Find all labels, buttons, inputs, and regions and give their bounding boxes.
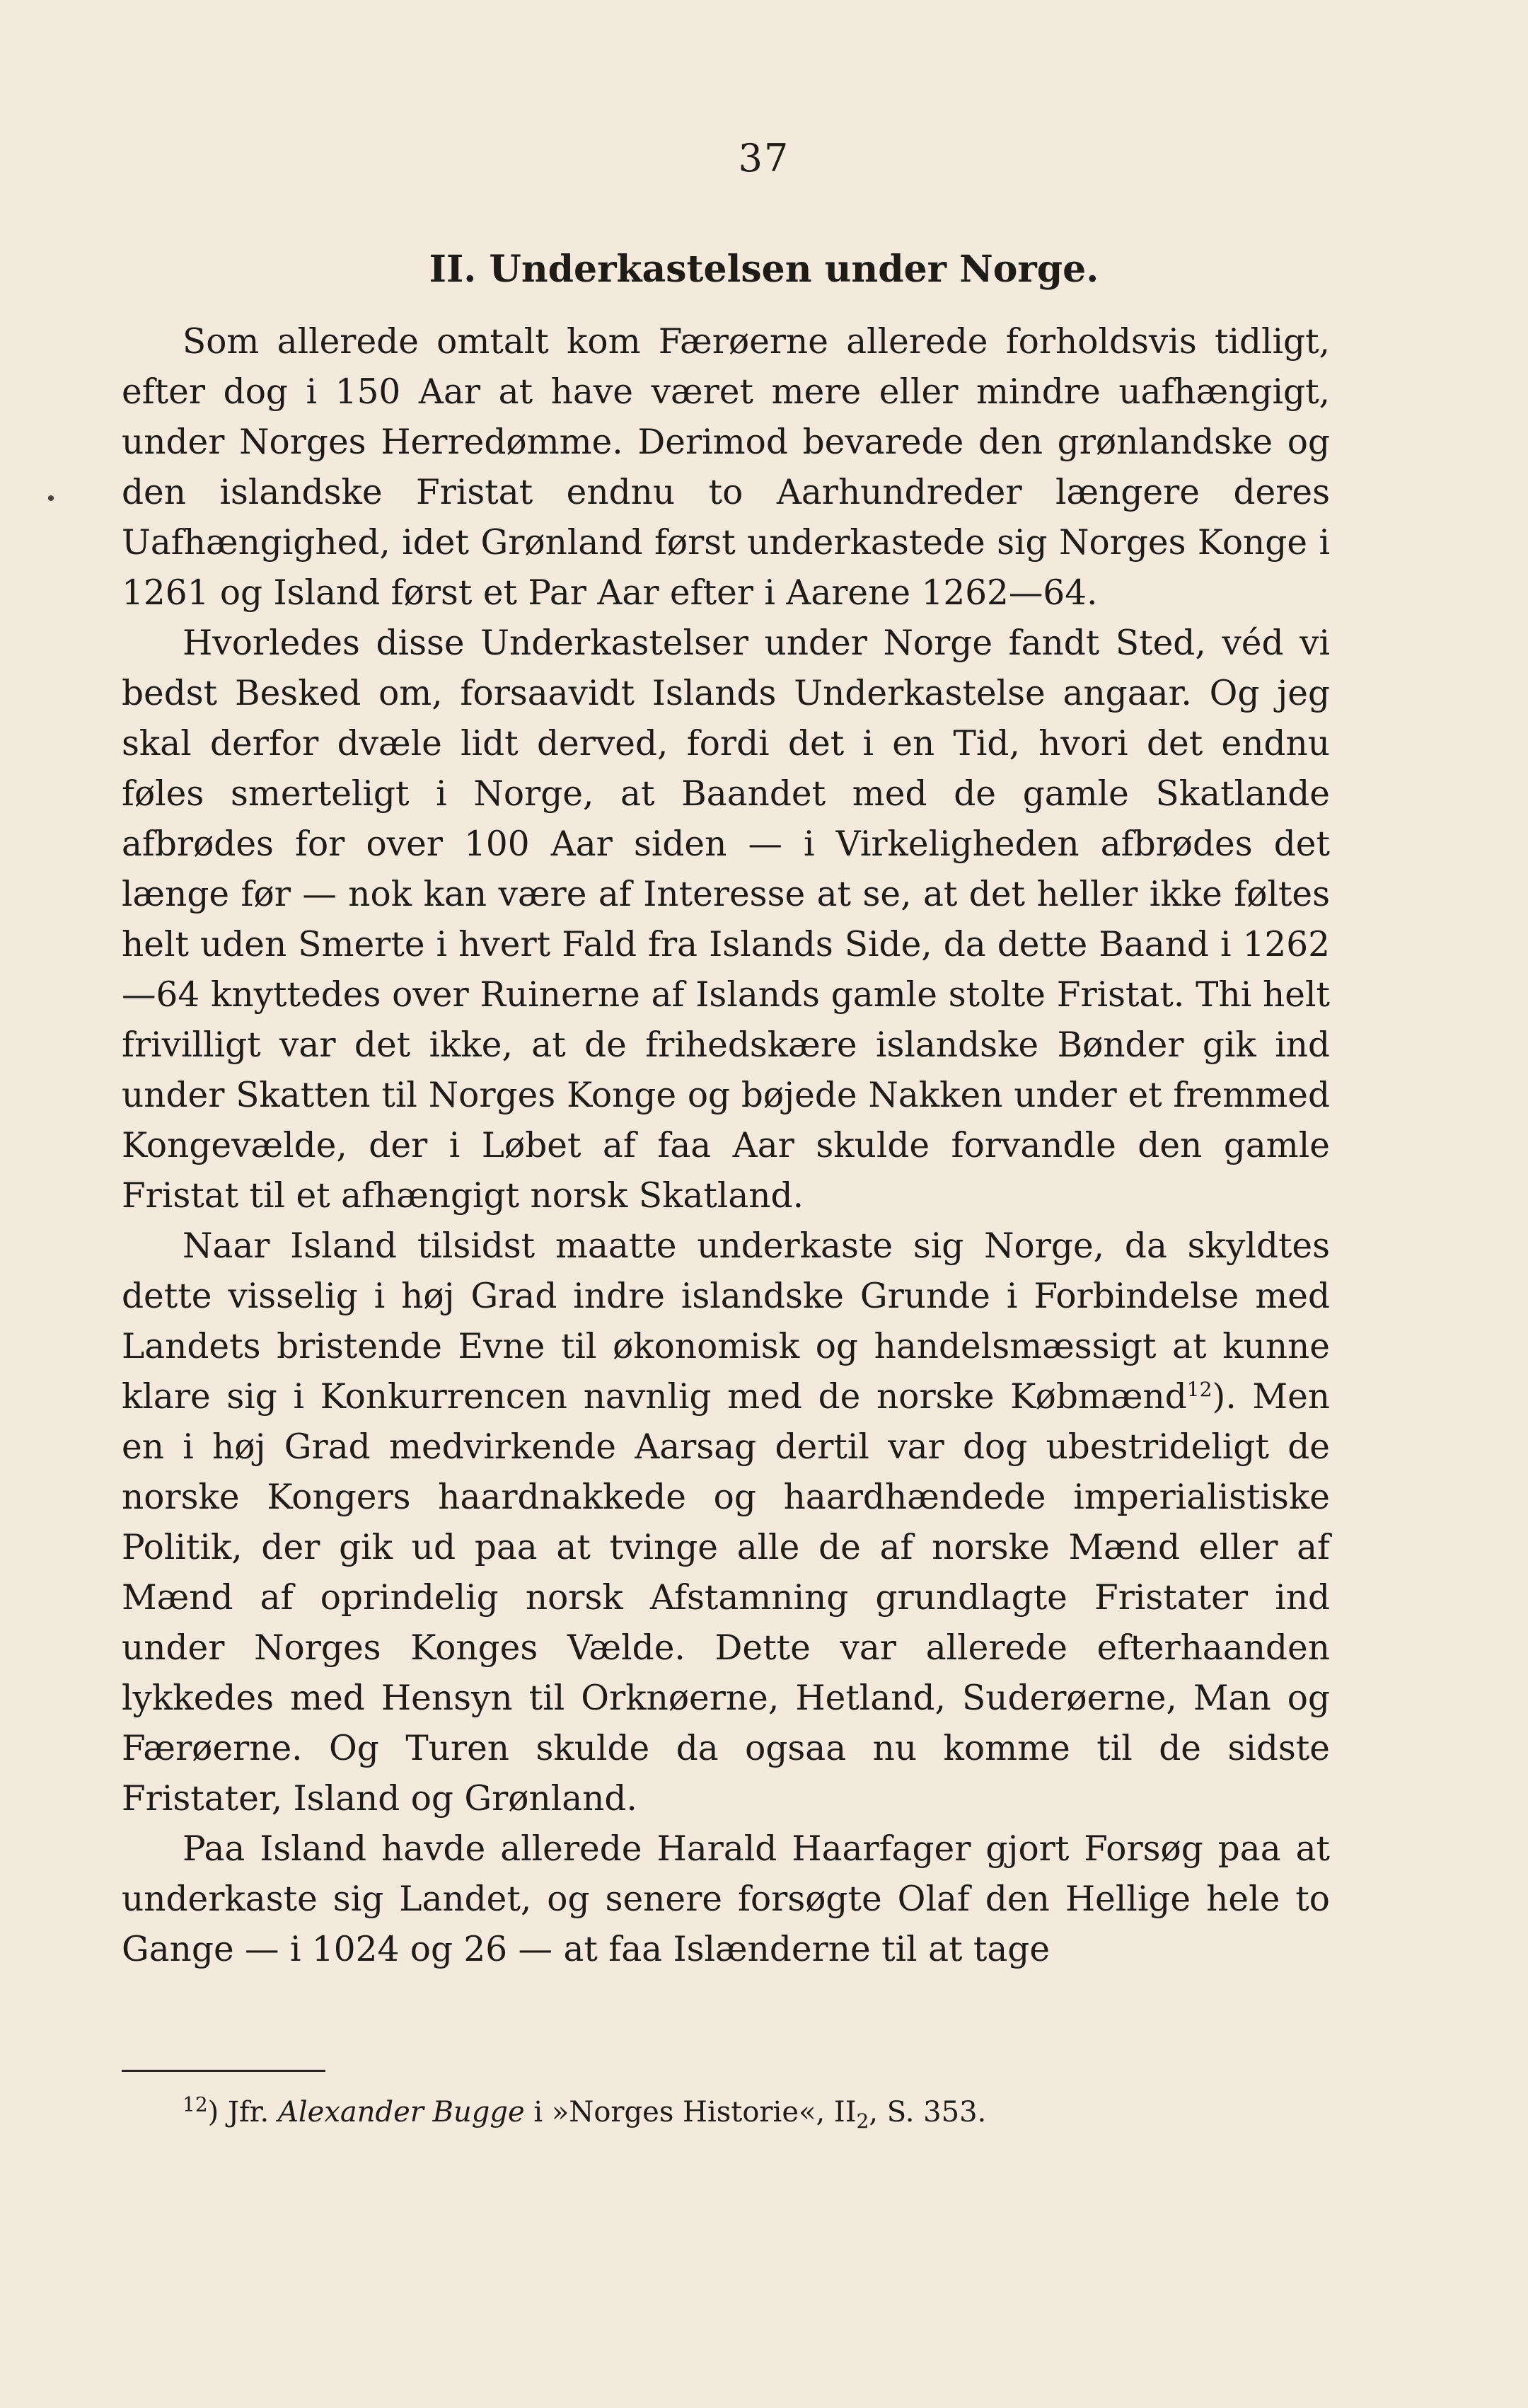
page-number: 37 bbox=[738, 136, 790, 180]
footnote-divider bbox=[122, 2070, 325, 2072]
paragraph-2: Hvorledes disse Underkastelser under Norge fandt Sted, véd vi bedst Besked om, forsaavidt Islands Underkastelse angaar. Og jeg skal derfor dvæle lidt derved, fordi det i en Tid, hvori det endnu føles smerteligt i Norge, at Baandet med de gamle Skatlande afbrødes for over 100 Aar siden — i Virkeligheden afbrødes det længe før — nok kan være af Interesse at se, at det heller ikke føltes helt uden Smerte i hvert Fald fra Islands Side, da dette Baand i 1262—64 knyttedes over Ruinerne af Islands gamle stolte Fristat. Thi helt frivilligt var det ikke, at de frihedskære islandske Bønder gik ind under Skatten til Norges Konge og bøjede Nakken under et fremmed Kongevælde, der i Løbet af faa Aar skulde forvandle den gamle Fristat til et afhængigt norsk Skatland. bbox=[122, 623, 1330, 1216]
body-text bbox=[122, 317, 1330, 1975]
paragraph-3 bbox=[122, 1221, 1330, 1824]
paragraph-4: Paa Island havde allerede Harald Haarfager gjort Forsøg paa at underkaste sig Landet, og senere forsøgte Olaf den Hellige hele to Gange — i 1024 og 26 — at faa Islænderne til at tage bbox=[122, 1829, 1330, 1969]
footnote-reference: 12 bbox=[1186, 1377, 1212, 1401]
footnote-title: i »Norges Historie«, II bbox=[524, 2096, 857, 2128]
footnote-page: , S. 353. bbox=[869, 2096, 987, 2128]
footnote-author: Alexander Bugge bbox=[277, 2096, 525, 2128]
paragraph-3-text-after: ). Men en i høj Grad medvirkende Aarsag dertil var dog ubestrideligt de norske Kongers haardnakkede og haardhændede imperialistiske Politik, der gik ud paa at tvinge alle de af norske Mænd eller af Mænd af oprindelig norsk Afstamning grundlagte Fristater ind under Norges Konges Vælde. Dette var allerede efterhaanden lykkedes med Hensyn til Orknøerne, Hetland, Suderøerne, Man og Færøerne. Og Turen skulde da ogsaa nu komme til de sidste Fristater, Island og Grønland. bbox=[122, 1377, 1331, 1819]
chapter-heading: II. Underkastelsen under Norge. bbox=[429, 248, 1099, 291]
footnote-volume-subscript: 2 bbox=[856, 2109, 869, 2133]
footnote-marker: 12 bbox=[183, 2092, 208, 2116]
paragraph-1: Som allerede omtalt kom Færøerne allerede forholdsvis tidligt, efter dog i 150 Aar at have været mere eller mindre uafhængigt, under Norges Herredømme. Derimod bevarede den grønlandske og den islandske Fristat endnu to Aarhundreder længere deres Uafhængighed, idet Grønland først underkastede sig Norges Konge i 1261 og Island først et Par Aar efter i Aarene 1262—64. bbox=[122, 322, 1330, 613]
paragraph-3-text-before: Naar Island tilsidst maatte underkaste sig Norge, da skyldtes dette visselig i høj Grad indre islandske Grunde i Forbindelse med Landets bristende Evne til økonomisk og handelsmæssigt at kunne klare sig i Konkurrencen navnlig med de norske Købmænd bbox=[122, 1226, 1330, 1417]
footnote-prefix: ) Jfr. bbox=[207, 2096, 278, 2128]
footnote bbox=[183, 2091, 1385, 2133]
stray-ink-mark bbox=[48, 495, 54, 501]
